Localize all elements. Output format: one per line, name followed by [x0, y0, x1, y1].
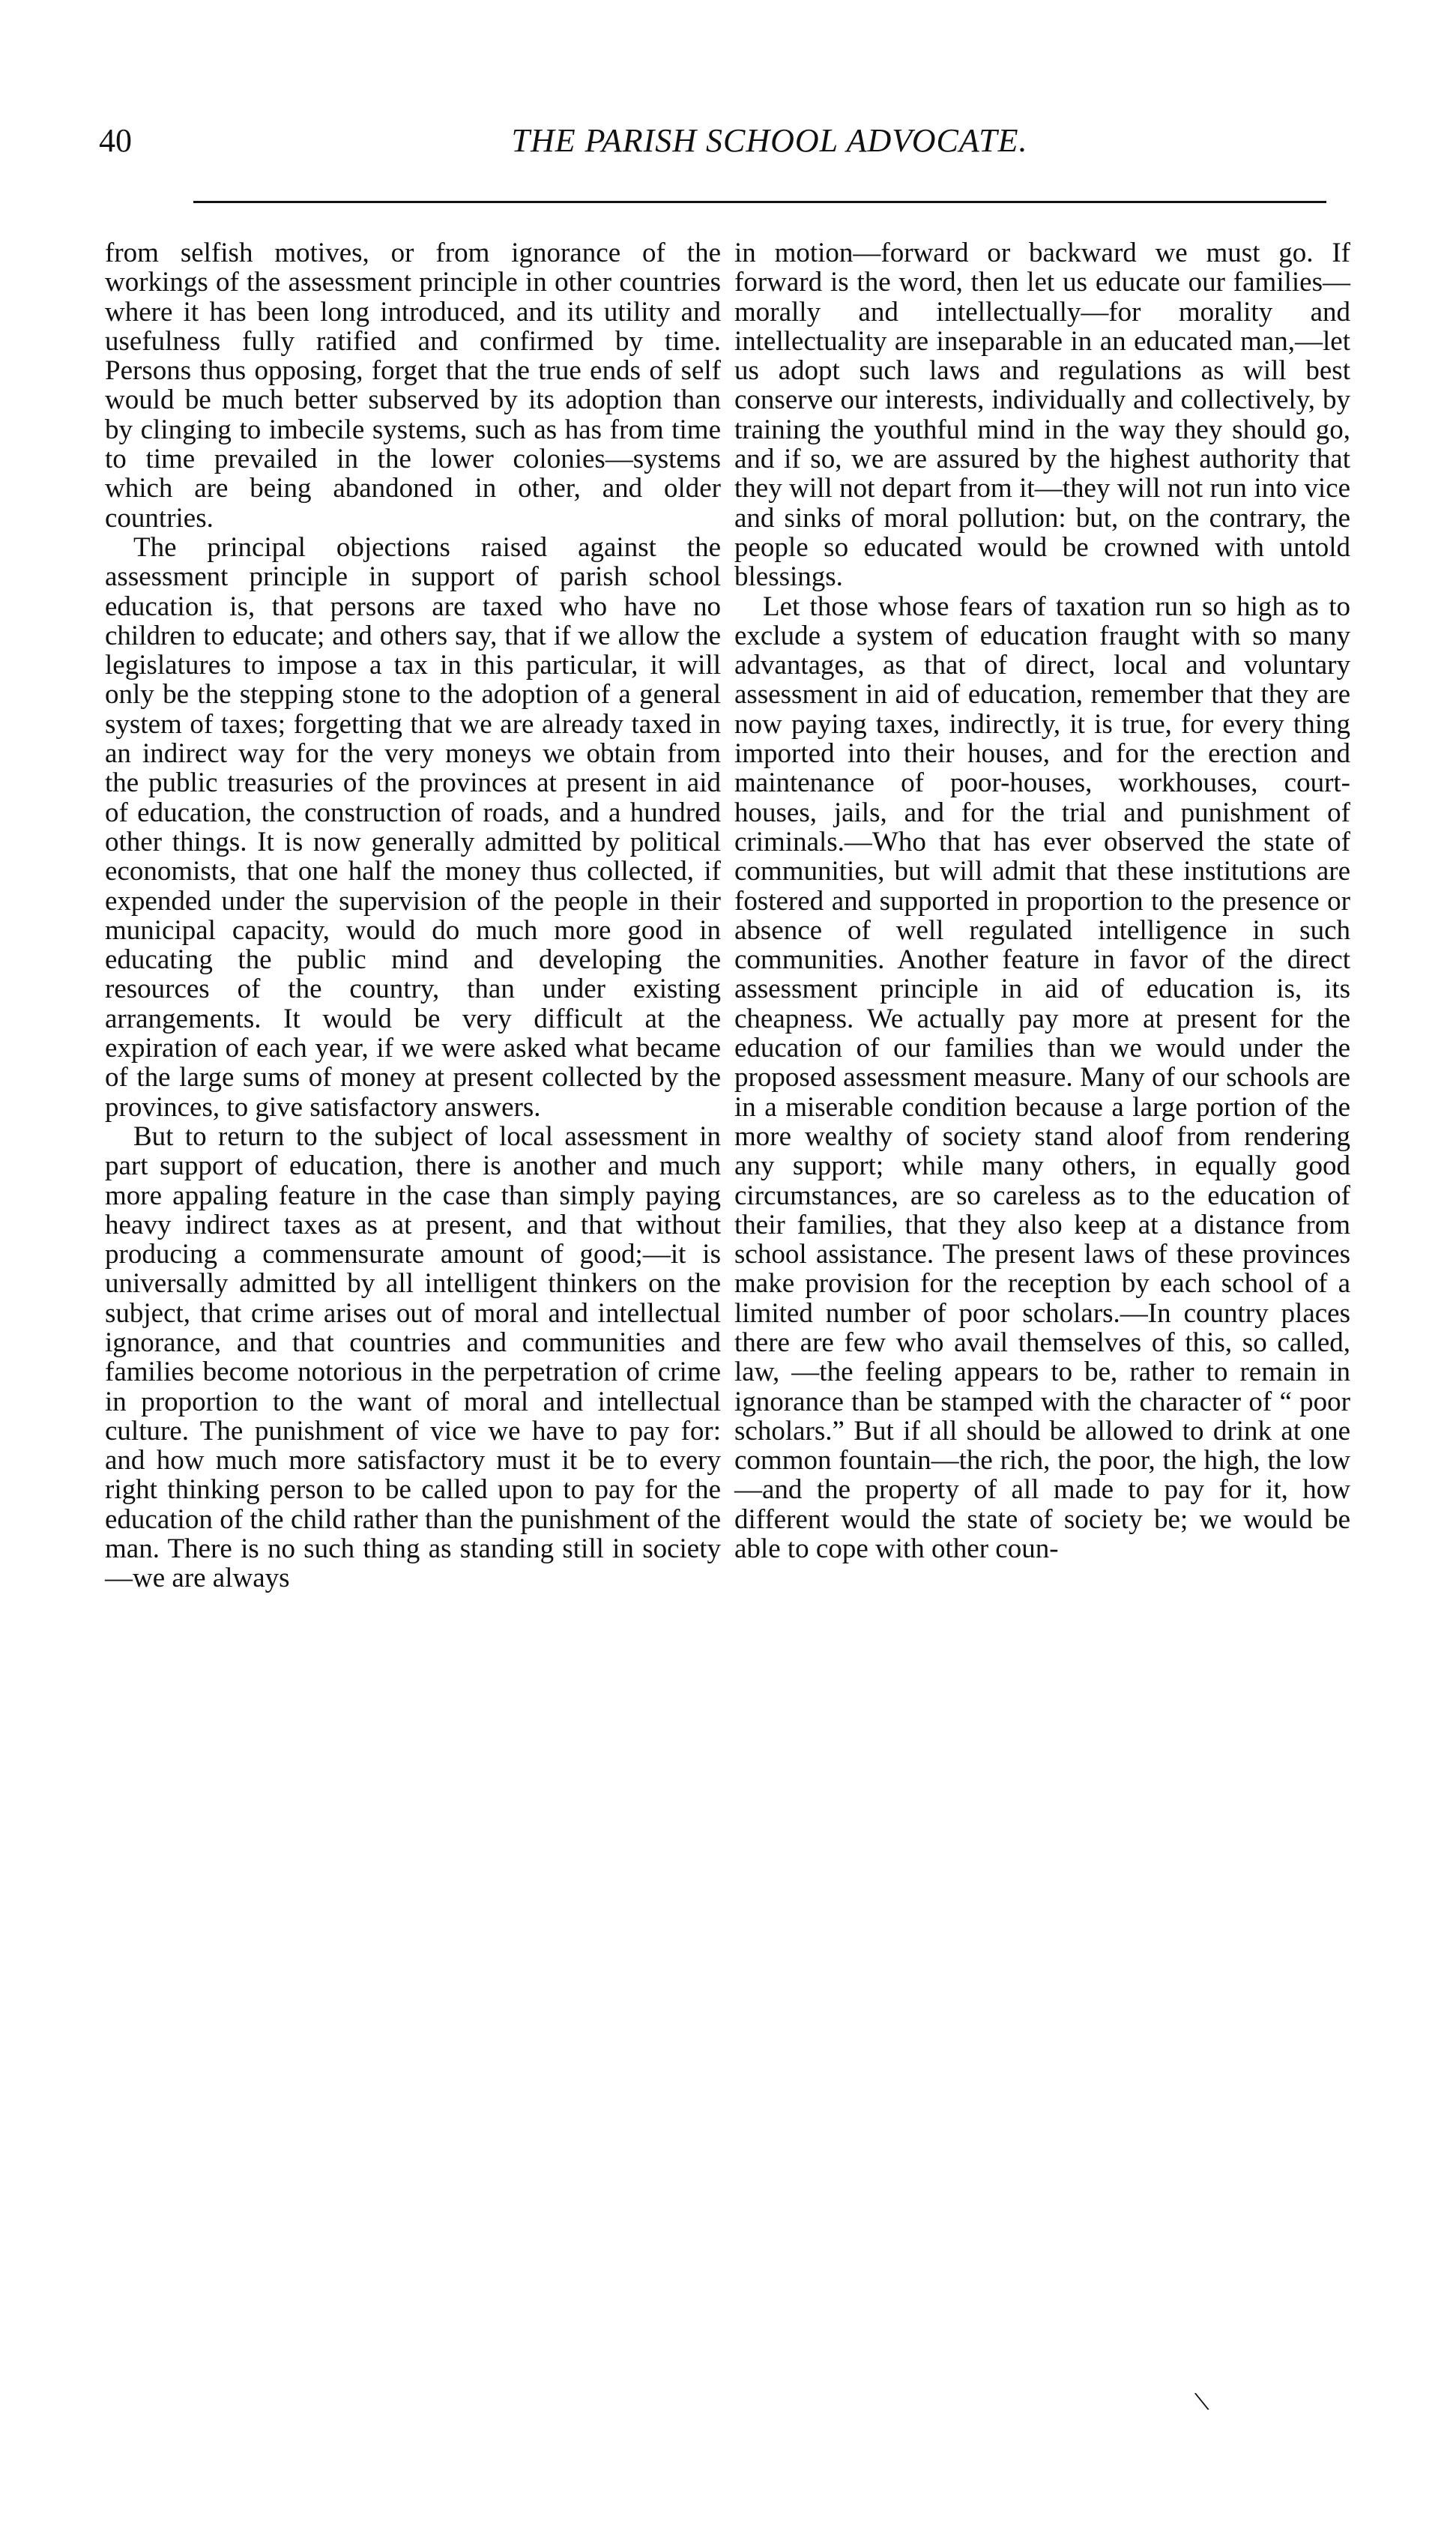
right-column: [734, 238, 1350, 1563]
paragraph: from selfish motives, or from ignorance of the workings of the assessment principle in other countries where it has been long introduced, and its utility and usefulness fully ratified and confirmed by time. Persons thus opposing, forget that the true ends of self would be much better subserved by its adoption than by clinging to imbecile systems, such as has from time to time prevailed in the lower colonies—systems which are being abandoned in other, and older countries.: [105, 238, 721, 534]
paragraph: But to return to the subject of local assessment in part support of education, there is another and much more appaling feature in the case than simply paying heavy indirect taxes as at present, and that without producing a commensurate amount of good;—it is universally admitted by all intelligent thinkers on the subject, that crime arises out of moral and intellectual ignorance, and that countries and communities and families become notorious in the perpetration of crime in proportion to the want of moral and intellectual culture. The punishment of vice we have to pay for: and how much more satisfactory must it be to every right thinking person to be called upon to pay for the education of the child rather than the punishment of the man. There is no such thing as standing still in society—we are always: [105, 1120, 721, 1594]
running-title: THE PARISH SCHOOL ADVOCATE.: [511, 122, 1028, 159]
left-column: [105, 238, 721, 1593]
page-header: [99, 118, 1328, 171]
paragraph: in motion—forward or backward we must go. If forward is the word, then let us educate our families—morally and intellectually—for morality and intellectuality are inseparable in an educated man,—let us adopt such laws and regulations as will best conserve our interests, individually and collectively, by training the youthful mind in the way they should go, and if so, we are assured by the highest authority that they will not depart from it—they will not run into vice and sinks of moral pollution: but, on the contrary, the people so educated would be crowned with untold blessings.: [734, 238, 1350, 593]
paragraph: Let those whose fears of taxation run so high as to exclude a system of education fraught with so many advantages, as that of direct, local and voluntary assessment in aid of education, remember that they are now paying taxes, indirectly, it is true, for every thing imported into their houses, and for the erection and maintenance of poor-houses, workhouses, court-houses, jails, and for the trial and punishment of criminals.—Who that has ever observed the state of communities, but will admit that these institutions are fostered and supported in proportion to the presence or absence of well regulated intelligence in such communities. Another feature in favor of the direct assessment principle in aid of education is, its cheapness. We actually pay more at present for the education of our families than we would under the proposed assessment measure. Many of our schools are in a miserable condition because a large portion of the more wealthy of society stand aloof from rendering any support; while many others, in equally good circumstances, are so careless as to the education of their families, that they also keep at a distance from school assistance. The present laws of these provinces make provision for the reception by each school of a limited number of poor scholars.—In country places there are few who avail themselves of this, so called, law, —the feeling appears to be, rather to remain in ignorance than be stamped with the character of “ poor scholars.” But if all should be allowed to drink at one common fountain—the rich, the poor, the high, the low—and the property of all made to pay for it, how different would the state of society be; we would be able to cope with other coun-: [734, 591, 1350, 1565]
stray-mark: \: [1191, 2383, 1212, 2419]
page-number: 40: [99, 122, 132, 159]
header-rule: [193, 201, 1326, 203]
paragraph: The principal objections raised against the assessment principle in support of parish school education is, that persons are taxed who have no children to educate; and others say, that if we allow the legislatures to impose a tax in this particular, it will only be the stepping stone to the adoption of a general system of taxes; forgetting that we are already taxed in an indirect way for the very moneys we obtain from the public treasuries of the provinces at present in aid of education, the construction of roads, and a hundred other things. It is now generally admitted by political economists, that one half the money thus collected, if expended under the supervision of the people in their municipal capacity, would do much more good in educating the public mind and developing the resources of the country, than under existing arrangements. It would be very difficult at the expiration of each year, if we were asked what became of the large sums of money at present collected by the provinces, to give satisfactory answers.: [105, 531, 721, 1123]
